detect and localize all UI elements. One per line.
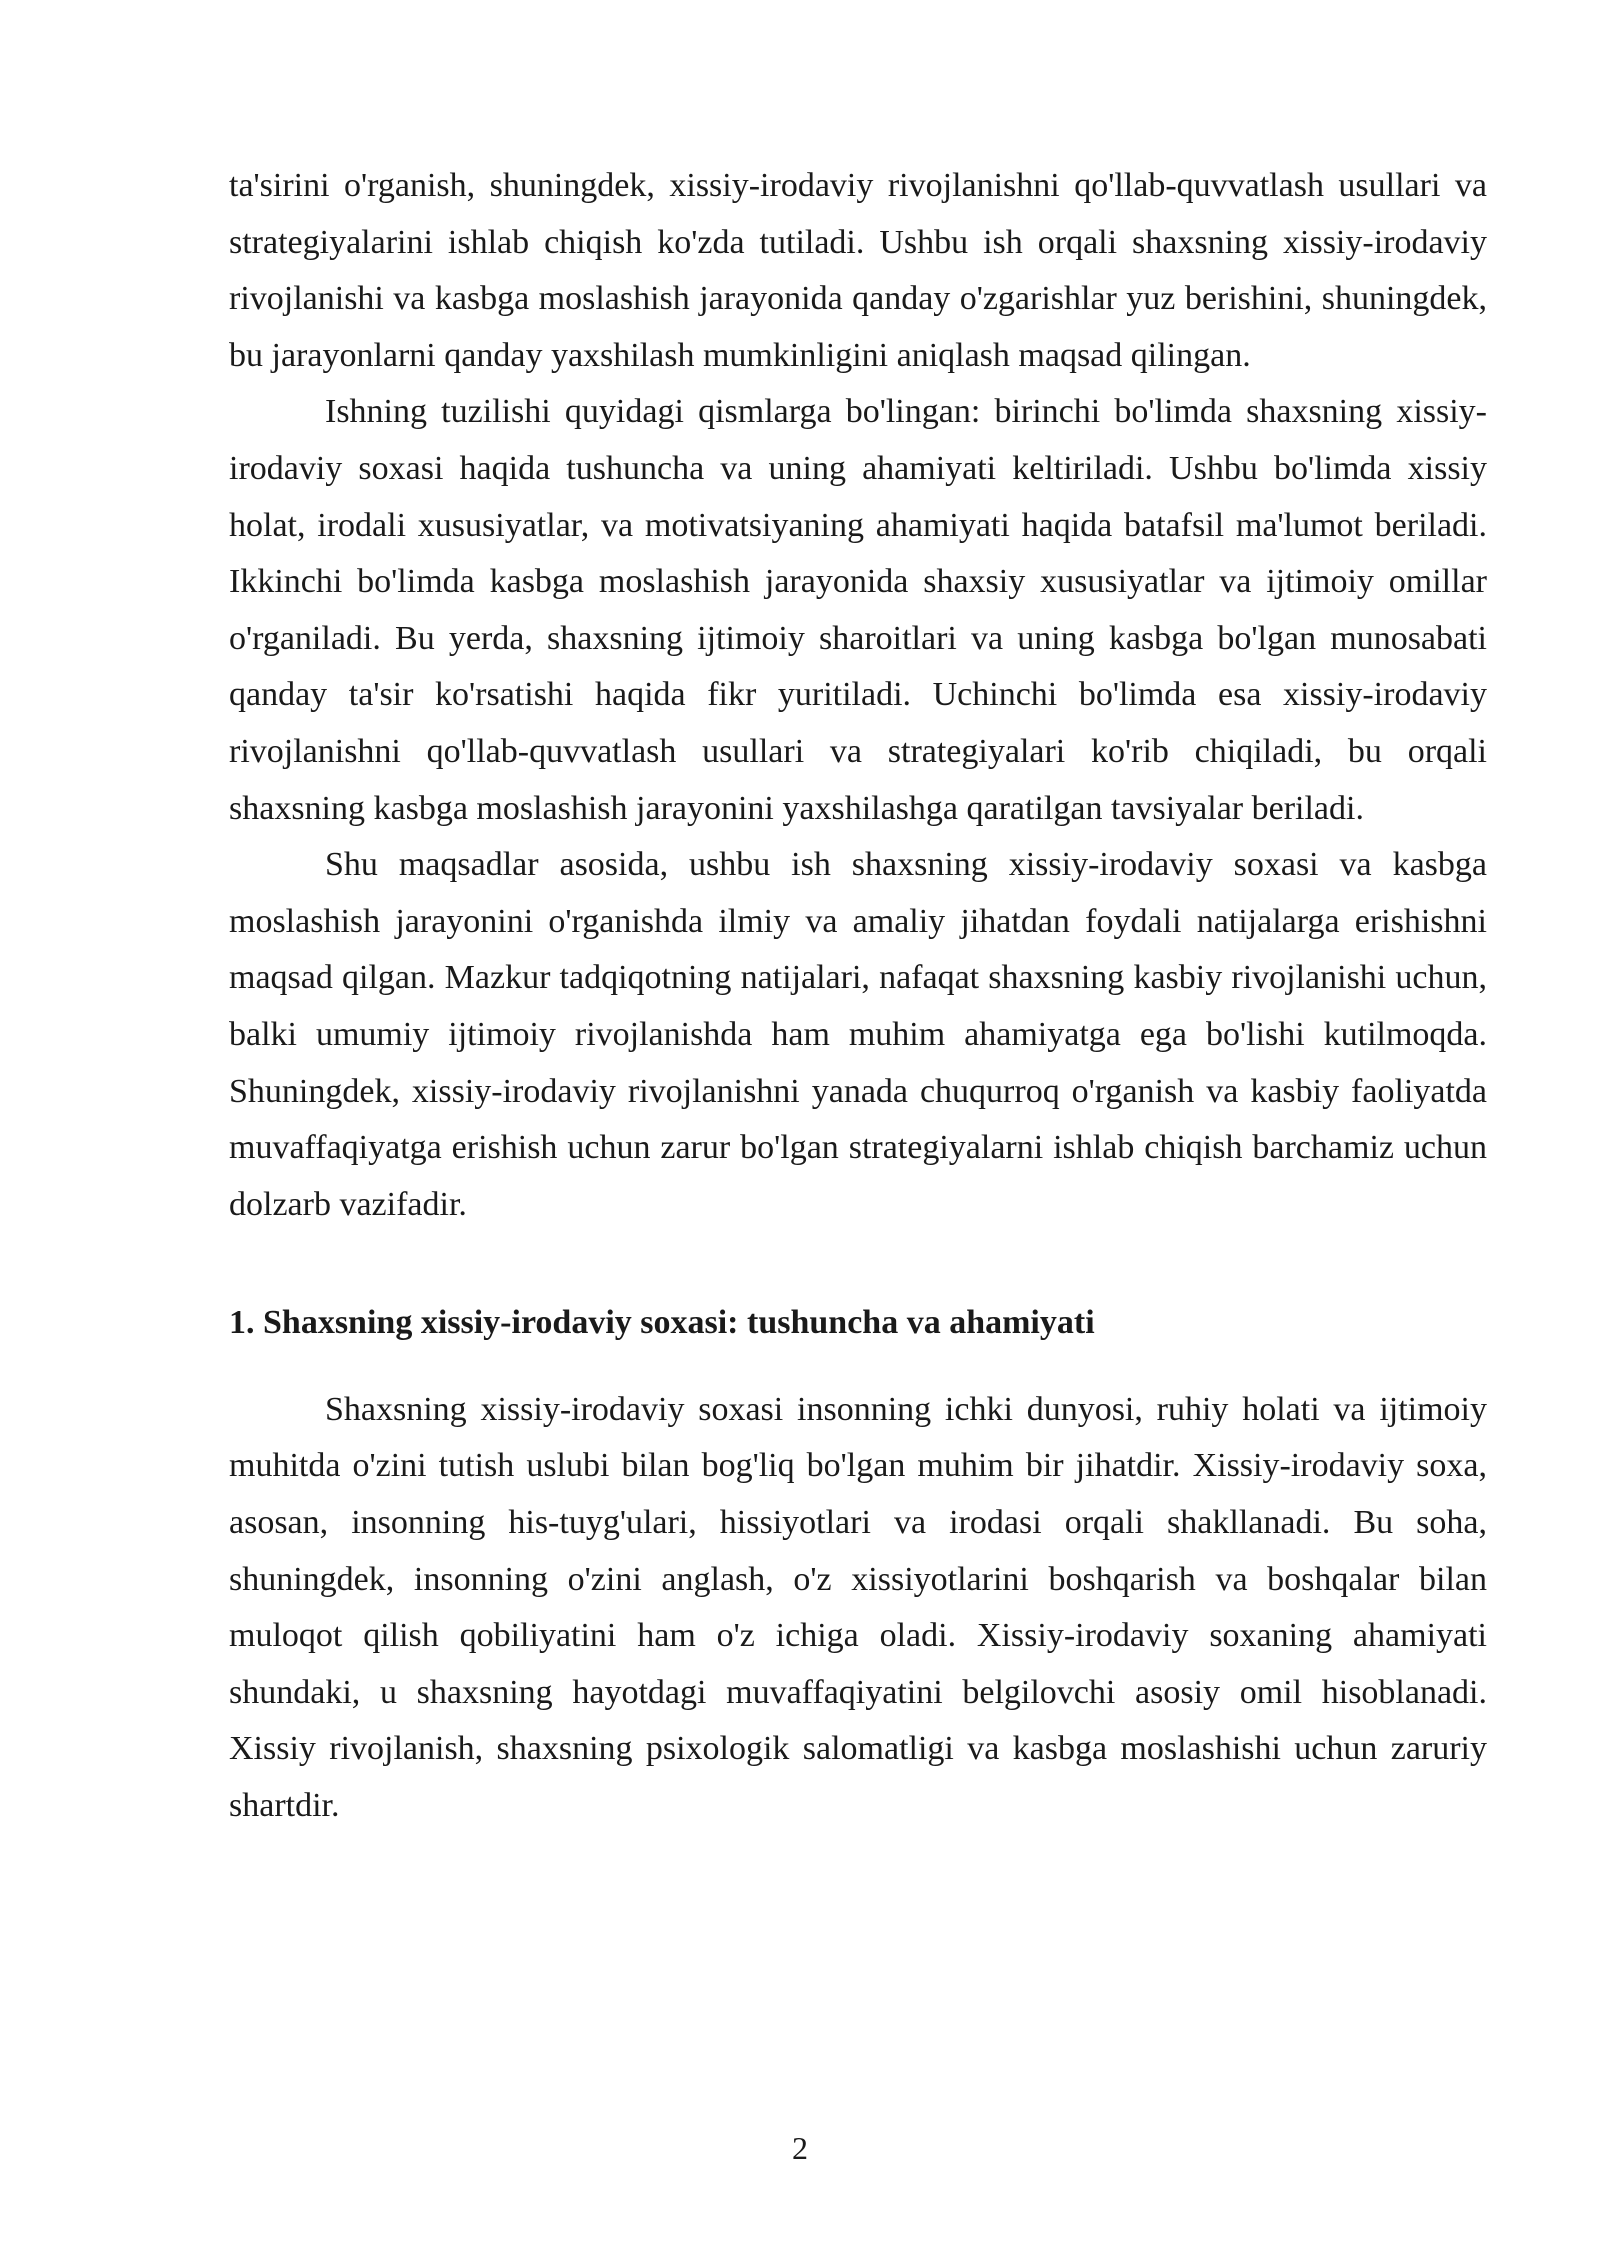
page-number: 2 bbox=[792, 2130, 808, 2166]
paragraph-structure: Ishning tuzilishi quyidagi qismlarga bo'lingan: birinchi bo'limda shaxsning xissiy-irodaviy soxasi haqida tushuncha va uning ahamiyati keltiriladi. Ushbu bo'limda xissiy holat, irodali xususiyatlar, va motivatsiyaning ahamiyati haqida batafsil ma'lumot beriladi. Ikkinchi bo'limda kasbga moslashish jarayonida shaxsiy xususiyatlar va ijtimoiy omillar o'rganiladi. Bu yerda, shaxsning ijtimoiy sharoitlari va uning kasbga bo'lgan munosabati qanday ta'sir ko'rsatishi haqida fikr yuritiladi. Uchinchi bo'limda esa xissiy-irodaviy rivojlanishni qo'llab-quvvatlash usullari va strategiyalari ko'rib chiqiladi, bu orqali shaxsning kasbga moslashish jarayonini yaxshilashga qaratilgan tavsiyalar beriladi. bbox=[229, 393, 1487, 827]
page-body bbox=[229, 158, 1487, 1835]
paragraph-goals: Shu maqsadlar asosida, ushbu ish shaxsning xissiy-irodaviy soxasi va kasbga moslashish jarayonini o'rganishda ilmiy va amaliy jihatdan foydali natijalarga erishishni maqsad qilgan. Mazkur tadqiqotning natijalari, nafaqat shaxsning kasbiy rivojlanishi uchun, balki umumiy ijtimoiy rivojlanishda ham muhim ahamiyatga ega bo'lishi kutilmoqda. Shuningdek, xissiy-irodaviy rivojlanishni yanada chuqurroq o'rganish va kasbiy faoliyatda muvaffaqiyatga erishish uchun zarur bo'lgan strategiyalarni ishlab chiqish barchamiz uchun dolzarb vazifadir. bbox=[229, 846, 1487, 1223]
section-heading: 1. Shaxsning xissiy-irodaviy soxasi: tushuncha va ahamiyati bbox=[229, 1304, 1095, 1342]
paragraph-section-intro: Shaxsning xissiy-irodaviy soxasi insonning ichki dunyosi, ruhiy holati va ijtimoiy muhitda o'zini tutish uslubi bilan bog'liq bo'lgan muhim bir jihatdir. Xissiy-irodaviy soxa, asosan, insonning his-tuyg'ulari, hissiyotlari va irodasi orqali shakllanadi. Bu soha, shuningdek, insonning o'zini anglash, o'z xissiyotlarini boshqarish va boshqalar bilan muloqot qilish qobiliyatini ham o'z ichiga oladi. Xissiy-irodaviy soxaning ahamiyati shundaki, u shaxsning hayotdagi muvaffaqiyatini belgilovchi asosiy omil hisoblanadi. Xissiy rivojlanish, shaxsning psixologik salomatligi va kasbga moslashishi uchun zaruriy shartdir. bbox=[229, 1390, 1487, 1825]
paragraph-continuation: ta'sirini o'rganish, shuningdek, xissiy-irodaviy rivojlanishni qo'llab-quvvatlash usullari va strategiyalarini ishlab chiqish ko'zda tutiladi. Ushbu ish orqali shaxsning xissiy-irodaviy rivojlanishi va kasbga moslashish jarayonida qanday o'zgarishlar yuz berishini, shuningdek, bu jarayonlarni qanday yaxshilash mumkinligini aniqlash maqsad qilingan. bbox=[229, 167, 1487, 374]
